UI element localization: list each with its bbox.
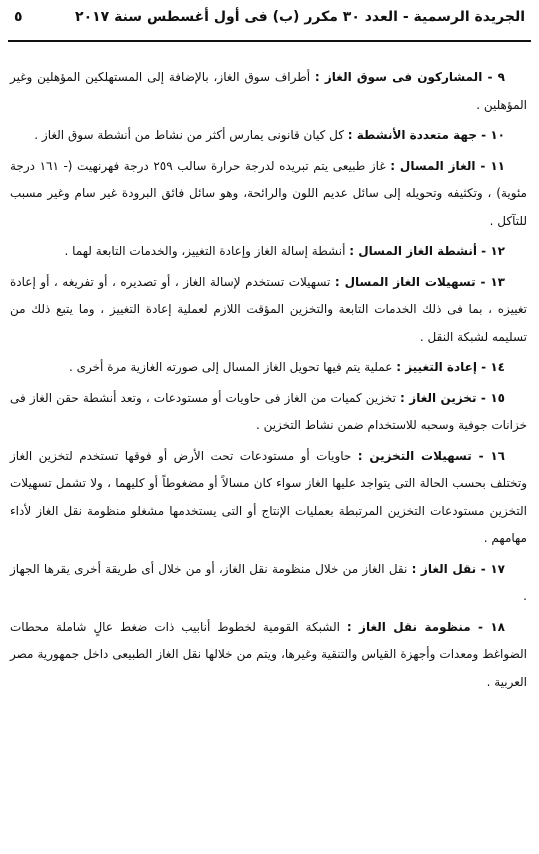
definition-term: منظومة نقل الغاز : xyxy=(346,619,471,634)
definition-item-13 xyxy=(10,269,527,352)
definition-text: عملية يتم فيها تحويل الغاز المسال إلى صورته الغازية مرة أخرى . xyxy=(68,360,393,374)
page-number: ٥ xyxy=(14,9,23,25)
definition-number: ٩ - xyxy=(487,70,505,84)
definition-number: ١٦ - xyxy=(478,448,505,463)
definition-number: ١٢ - xyxy=(481,244,505,258)
definition-term: أنشطة الغاز المسال : xyxy=(349,244,477,258)
definition-text: كل كيان قانونى يمارس أكثر من نشاط من أنشطة سوق الغاز . xyxy=(34,128,344,142)
definition-text: غاز طبيعى يتم تبريده لدرجة حرارة سالب ٢٥٩ درجة فهرنهيت (- ١٦١ درجة مئوية) ، وتكثيفه وتحويله إلى سائل عديم اللون والرائحة، وهو سائل فائق البرودة غير سام وغير مسبب للتآكل . xyxy=(10,158,527,228)
definition-number: ١٨ - xyxy=(478,619,505,634)
definition-text: الشبكة القومية لخطوط أنابيب ذات ضغط عالٍ شاملة محطات الضواغط ومعدات وأجهزة القياس والتنقية وغيرها، ويتم من خلالها نقل الغاز الطبيعى داخل جمهورية مصر العربية . xyxy=(10,619,527,689)
definition-item-15 xyxy=(10,385,527,440)
definition-item-14 xyxy=(10,354,527,382)
definition-text: تسهيلات تستخدم لإسالة الغاز ، أو تصديره ، أو تفريغه ، أو إعادة تغييزه ، بما فى ذلك الخدمات التابعة والتخزين المؤقت اللازم لعملية إعادة التغييز ، وما يتبع ذلك من تسليمه لشبكة النقل . xyxy=(10,274,527,344)
definition-text: نقل الغاز من خلال منظومة نقل الغاز، أو من خلال أى طريقة أخرى يقرها الجهاز . xyxy=(10,561,527,603)
definition-text: أنشطة إسالة الغاز وإعادة التغييز، والخدمات التابعة لهما . xyxy=(64,244,346,258)
definition-number: ١٧ - xyxy=(480,561,505,576)
definition-item-10 xyxy=(10,122,527,150)
definitions-list xyxy=(10,64,527,699)
definition-item-18 xyxy=(10,614,527,697)
definition-text: حاويات أو مستودعات تحت الأرض أو فوقها تستخدم لتخزين الغاز وتختلف بحسب الحالة التى يتواجد عليها الغاز سواء كان مسالاً أو مضغوطاً أو كليهما ، ولا تشمل تسهيلات التخزين مستودعات التخزين المرتبطة بعمليات الإنتاج أو التى يستخدمها مشغلو منظومة نقل الغاز لأداء مهامهم . xyxy=(10,448,527,545)
definition-term: تسهيلات التخزين : xyxy=(357,448,472,463)
header-title: الجريدة الرسمية - العدد ٣٠ مكرر (ب) فى أول أغسطس سنة ٢٠١٧ xyxy=(75,9,525,25)
definition-number: ١٣ - xyxy=(480,274,506,289)
definition-term: المشاركون فى سوق الغاز : xyxy=(314,70,483,84)
definition-item-12 xyxy=(10,238,527,266)
definition-number: ١٥ - xyxy=(480,390,505,405)
header-divider xyxy=(8,40,531,42)
definition-term: جهة متعددة الأنشطة : xyxy=(347,128,477,142)
definition-term: تخزين الغاز : xyxy=(400,390,477,405)
page-header xyxy=(14,4,525,30)
definition-term: الغاز المسال : xyxy=(390,158,476,173)
definition-item-11 xyxy=(10,153,527,236)
definition-text: تخزين كميات من الغاز فى حاويات أو مستودعات ، وتعد أنشطة حقن الغاز فى خزانات جوفية وسحبه للاستخدام ضمن نشاط التخزين . xyxy=(10,390,527,432)
definition-item-9 xyxy=(10,64,527,119)
definition-term: تسهيلات الغاز المسال : xyxy=(334,274,476,289)
definition-number: ١٤ - xyxy=(481,360,505,374)
definition-number: ١٠ - xyxy=(481,128,505,142)
definition-item-17 xyxy=(10,556,527,611)
definition-item-16 xyxy=(10,443,527,553)
definition-number: ١١ - xyxy=(480,158,505,173)
definition-term: إعادة التغييز : xyxy=(396,360,477,374)
definition-text: أطراف سوق الغاز، بالإضافة إلى المستهلكين المؤهلين وغير المؤهلين . xyxy=(10,70,527,112)
definition-term: نقل الغاز : xyxy=(411,561,477,576)
